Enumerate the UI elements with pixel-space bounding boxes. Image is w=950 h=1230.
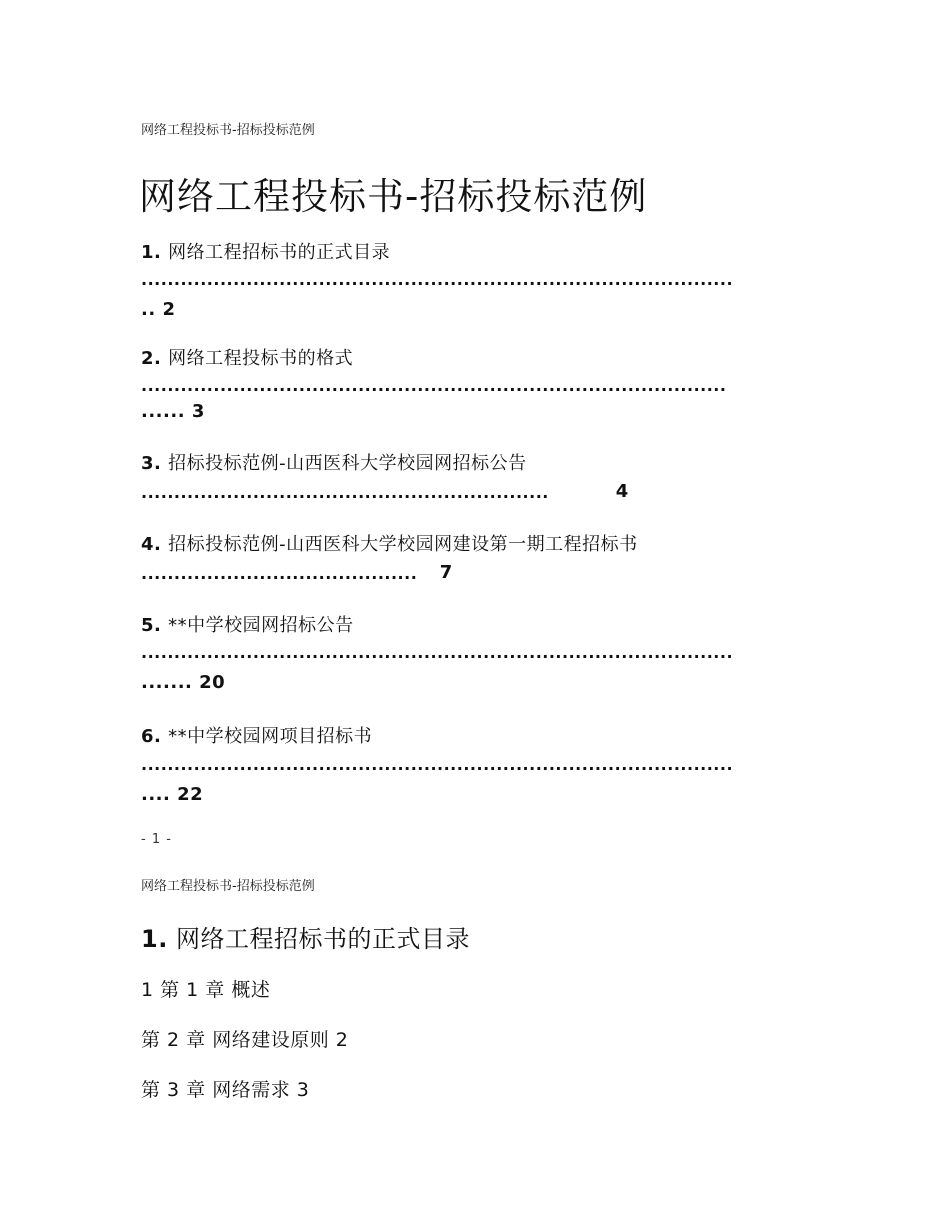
section-heading-number: 1.: [141, 925, 168, 953]
toc-entry-number: 2.: [141, 348, 162, 369]
toc-page-number: 22: [177, 784, 204, 805]
toc-page-number: 2: [162, 299, 176, 320]
toc-entry-5-title[interactable]: [141, 611, 354, 637]
toc-leader-dots: ..: [141, 299, 156, 320]
toc-entry-text: 招标投标范例-山西医科大学校园网招标公告: [168, 453, 527, 474]
toc-leader-dots: ......: [141, 401, 186, 422]
section-heading-text: 网络工程招标书的正式目录: [175, 925, 470, 953]
toc-leader-dots: ..........................................: [141, 564, 418, 583]
toc-entry-3-title[interactable]: [141, 449, 527, 475]
toc-entry-5-page: [141, 672, 225, 693]
toc-page-number: 3: [191, 401, 205, 422]
toc-entry-3-page: [141, 481, 629, 502]
toc-entry-1-title[interactable]: [141, 238, 390, 264]
toc-entry-2-page: [141, 401, 205, 422]
toc-entry-6-title[interactable]: [141, 722, 372, 748]
chapter-line: 第 3 章 网络需求 3: [141, 1079, 310, 1101]
toc-leader-dots: ..............................................................: [141, 483, 549, 502]
toc-entry-6-page: [141, 784, 203, 805]
toc-leader-dots: ..........................................................................................: [141, 643, 734, 662]
toc-entry-1-page: [141, 299, 176, 320]
toc-entry-2-title[interactable]: [141, 344, 353, 370]
page-number-footer: - 1 -: [141, 832, 172, 847]
toc-page-number: 4: [615, 481, 629, 502]
toc-entry-text: 招标投标范例-山西医科大学校园网建设第一期工程招标书: [168, 534, 638, 555]
toc-leader-dots: ..........................................................................................: [141, 270, 734, 289]
toc-leader-dots: .......: [141, 672, 193, 693]
toc-entry-text: 网络工程招标书的正式目录: [168, 242, 391, 263]
section-heading: [141, 919, 470, 954]
document-title: 网络工程投标书-招标投标范例: [139, 175, 648, 218]
toc-page-number: 20: [199, 672, 226, 693]
running-header: 网络工程投标书-招标投标范例: [141, 879, 315, 894]
chapter-line: 1 第 1 章 概述: [141, 979, 271, 1001]
toc-page-number: 7: [439, 562, 453, 583]
toc-entry-text: **中学校园网招标公告: [168, 615, 354, 636]
toc-entry-number: 1.: [141, 242, 162, 263]
toc-entry-4-page: [141, 562, 453, 583]
toc-entry-number: 3.: [141, 453, 162, 474]
toc-entry-number: 6.: [141, 726, 162, 747]
toc-entry-text: **中学校园网项目招标书: [168, 726, 373, 747]
toc-leader-dots: ..........................................................................................: [141, 755, 734, 774]
running-header: 网络工程投标书-招标投标范例: [141, 123, 315, 138]
toc-entry-4-title[interactable]: [141, 530, 638, 556]
toc-entry-number: 5.: [141, 615, 162, 636]
toc-leader-dots: .........................................................................................: [141, 376, 727, 395]
toc-entry-text: 网络工程投标书的格式: [168, 348, 354, 369]
toc-leader-dots: ....: [141, 784, 171, 805]
chapter-line: 第 2 章 网络建设原则 2: [141, 1029, 349, 1051]
toc-entry-number: 4.: [141, 534, 162, 555]
